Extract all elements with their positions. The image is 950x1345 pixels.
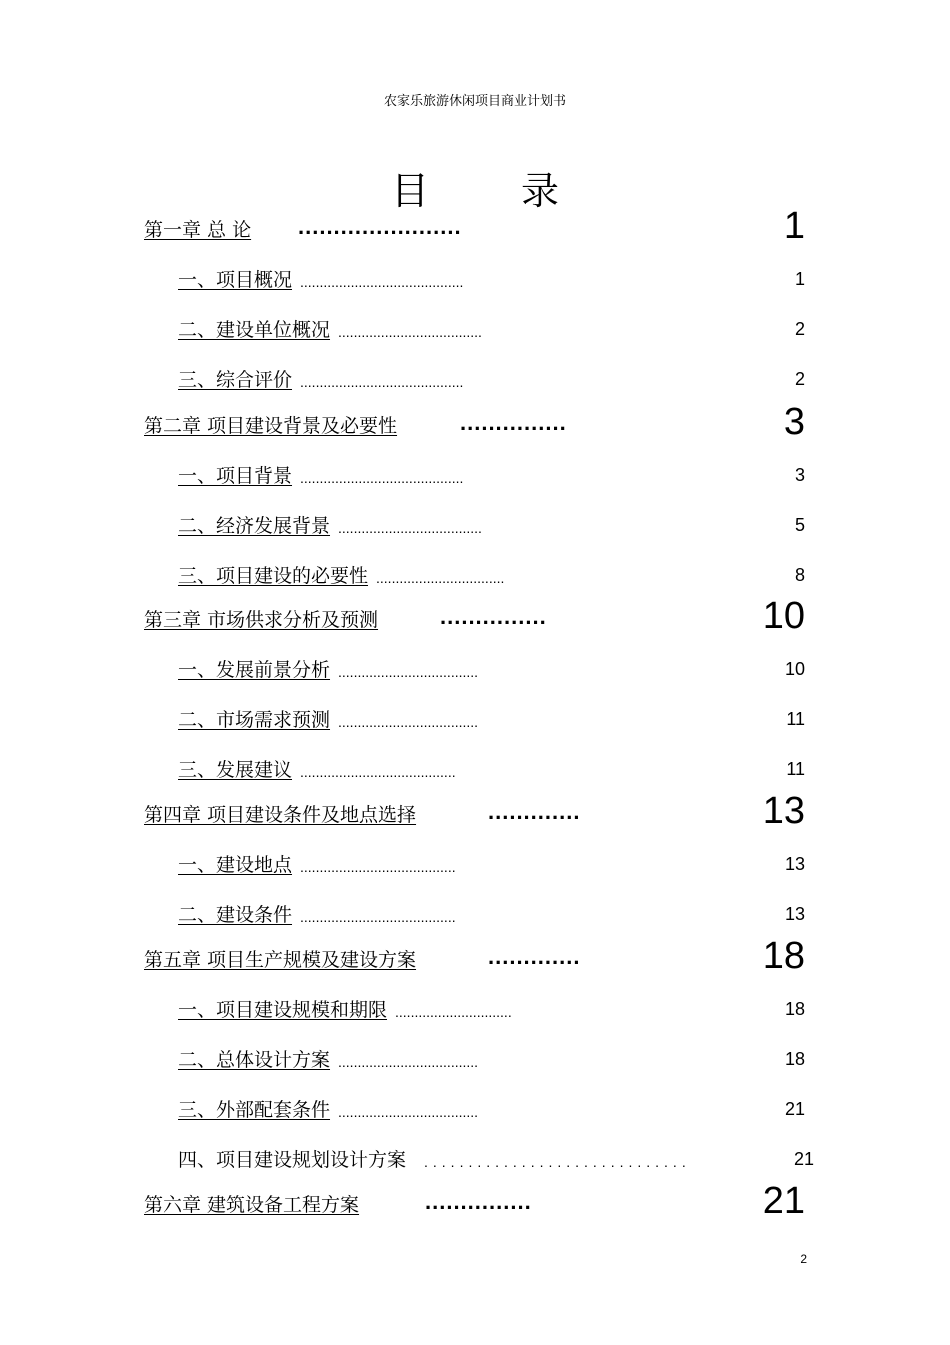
toc-page-number: 11 — [786, 759, 805, 779]
toc-section-entry[interactable] — [0, 1088, 950, 1128]
toc-leader-dots: ............. — [488, 799, 581, 824]
page-title: 目 录 — [390, 169, 600, 213]
toc-leader-dots: ............... — [425, 1189, 532, 1214]
toc-section-entry[interactable] — [0, 748, 950, 788]
toc-entry-label: 第三章 市场供求分析及预测 — [144, 609, 379, 631]
toc-leader-dots: .......................................... — [300, 374, 464, 390]
toc-leader-dots: .................................... — [338, 664, 479, 680]
toc-page-number: 8 — [794, 565, 805, 585]
toc-entry-label: 一、项目概况 — [178, 269, 293, 291]
toc-entry-label: 三、发展建议 — [178, 759, 293, 781]
toc-page-number: 18 — [784, 999, 805, 1019]
toc-leader-dots: .............................. — [395, 1004, 512, 1020]
toc-page-number: 13 — [762, 790, 805, 832]
toc-entry-label: 三、项目建设的必要性 — [178, 565, 369, 587]
toc-entry-label: 二、市场需求预测 — [178, 709, 331, 731]
page-number: 2 — [800, 1252, 807, 1266]
toc-chapter-entry[interactable] — [0, 205, 950, 248]
toc-page-number: 5 — [794, 515, 805, 535]
toc-entry-label: 一、项目背景 — [178, 465, 293, 487]
toc-section-entry[interactable] — [0, 698, 950, 738]
toc-leader-dots: ..................................... — [338, 520, 482, 536]
toc-leader-dots: ........................................ — [300, 909, 456, 925]
toc-chapter-entry[interactable] — [0, 1180, 950, 1223]
toc-page-number: 13 — [784, 904, 805, 924]
toc-page-number: 18 — [784, 1049, 805, 1069]
toc-section-entry[interactable] — [0, 1138, 950, 1178]
running-header: 农家乐旅游休闲项目商业计划书 — [383, 94, 566, 109]
toc-section-entry[interactable] — [0, 988, 950, 1028]
toc-page-number: 11 — [786, 709, 805, 729]
toc-entry-label: 二、建设单位概况 — [178, 319, 331, 341]
toc-leader-dots: .......................................... — [300, 470, 464, 486]
toc-entry-label: 一、项目建设规模和期限 — [178, 999, 388, 1021]
toc-chapter-entry[interactable] — [0, 935, 950, 978]
toc-page-number: 21 — [762, 1180, 805, 1222]
toc-section-entry[interactable] — [0, 454, 950, 494]
toc-entry-label: 第五章 项目生产规模及建设方案 — [144, 949, 417, 971]
toc-section-entry[interactable] — [0, 843, 950, 883]
toc-page-number: 10 — [762, 595, 805, 637]
toc-leader-dots: .................................... — [338, 1054, 479, 1070]
toc-leader-dots: ............. — [488, 944, 581, 969]
toc-section-entry[interactable] — [0, 648, 950, 688]
toc-section-entry[interactable] — [0, 358, 950, 398]
toc-leader-dots: .................................... — [338, 714, 479, 730]
toc-page-number: 1 — [794, 269, 805, 289]
toc-section-entry[interactable] — [0, 258, 950, 298]
toc-page-number: 21 — [784, 1099, 805, 1119]
toc-page-number: 3 — [783, 401, 805, 443]
toc-section-entry[interactable] — [0, 504, 950, 544]
toc-entry-label: 第二章 项目建设背景及必要性 — [144, 415, 398, 437]
toc-leader-dots: ................................. — [376, 570, 505, 586]
toc-entry-label: 第一章 总 论 — [144, 219, 252, 241]
toc-leader-dots: ....................... — [298, 214, 462, 239]
toc-leader-dots: ........................................ — [300, 859, 456, 875]
toc-entry-label: 一、建设地点 — [178, 854, 293, 876]
toc-leader-dots: ............... — [460, 410, 567, 435]
toc-leader-dots: .............................. — [424, 1154, 691, 1170]
toc-entry-label: 二、总体设计方案 — [178, 1049, 331, 1071]
toc-entry-label: 四、项目建设规划设计方案 — [178, 1149, 407, 1171]
toc-entry-label: 第四章 项目建设条件及地点选择 — [144, 804, 417, 826]
toc-chapter-entry[interactable] — [0, 401, 950, 444]
toc-leader-dots: .................................... — [338, 1104, 479, 1120]
toc-page-number: 10 — [784, 659, 805, 679]
toc-page-number: 18 — [762, 935, 805, 977]
toc-page-number: 1 — [783, 205, 805, 247]
toc-page-number: 21 — [793, 1149, 814, 1169]
toc-entry-label: 一、发展前景分析 — [178, 659, 331, 681]
toc-entry-label: 二、经济发展背景 — [178, 515, 331, 537]
toc-entry-label: 三、外部配套条件 — [178, 1099, 331, 1121]
toc-section-entry[interactable] — [0, 308, 950, 348]
toc-chapter-entry[interactable] — [0, 595, 950, 638]
toc-leader-dots: ........................................ — [300, 764, 456, 780]
toc-chapter-entry[interactable] — [0, 790, 950, 833]
toc-leader-dots: ............... — [440, 604, 547, 629]
toc-page-number: 2 — [794, 319, 805, 339]
toc-leader-dots: ..................................... — [338, 324, 482, 340]
toc-page-number: 3 — [794, 465, 805, 485]
toc-leader-dots: .......................................... — [300, 274, 464, 290]
toc-entry-label: 二、建设条件 — [178, 904, 293, 926]
toc-section-entry[interactable] — [0, 554, 950, 594]
toc-entry-label: 三、综合评价 — [178, 369, 293, 391]
toc-entry-label: 第六章 建筑设备工程方案 — [144, 1194, 360, 1216]
toc-section-entry[interactable] — [0, 893, 950, 933]
toc-section-entry[interactable] — [0, 1038, 950, 1078]
toc-page-number: 13 — [784, 854, 805, 874]
toc-page-number: 2 — [794, 369, 805, 389]
